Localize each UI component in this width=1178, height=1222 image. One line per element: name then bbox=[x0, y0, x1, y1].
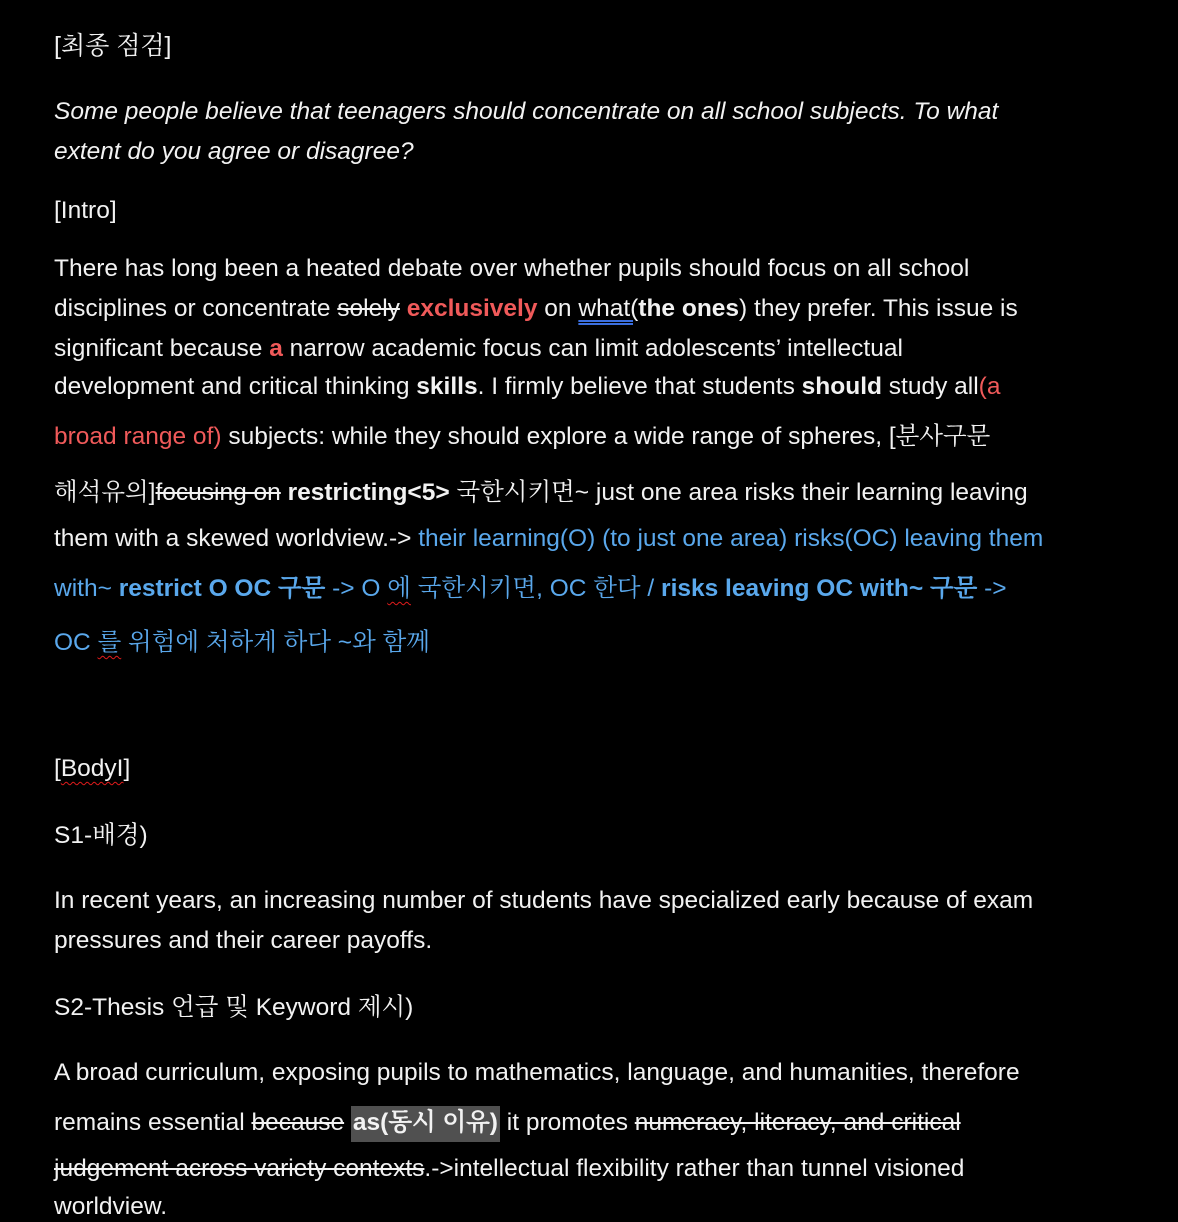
correction-text: (a bbox=[978, 373, 1001, 400]
spelling-flagged-text[interactable]: 를 bbox=[97, 629, 122, 656]
text: significant because bbox=[54, 335, 270, 362]
s1-label: S1-배경) bbox=[54, 822, 148, 849]
body-line: pressures and their career payoffs. bbox=[54, 927, 433, 954]
text: development and critical thinking bbox=[54, 373, 417, 400]
text: 해석유의] bbox=[54, 479, 156, 506]
note-text: OC bbox=[54, 629, 98, 656]
deleted-text: numeracy, literacy, and critical bbox=[634, 1109, 961, 1136]
note-bold-text: risks leaving OC with~ 구문 bbox=[661, 575, 978, 602]
body1-label bbox=[54, 754, 130, 784]
note-text: 위험에 처하게 하다 ~와 함께 bbox=[121, 629, 430, 656]
deleted-text: focusing on bbox=[155, 479, 281, 506]
text: study all bbox=[881, 373, 979, 400]
intro-line bbox=[54, 334, 903, 364]
correction-text: broad range of) bbox=[54, 423, 222, 450]
bold-text: should bbox=[801, 373, 882, 400]
intro-line: There has long been a heated debate over whether pupils should focus on all school bbox=[54, 255, 970, 282]
correction-text: a bbox=[269, 335, 283, 362]
note-text: -> bbox=[977, 575, 1007, 602]
deleted-text: solely bbox=[337, 295, 400, 322]
note-text: 국한시키면, OC 한다 / bbox=[410, 575, 662, 602]
body-line: worldview. bbox=[54, 1193, 168, 1220]
grammar-flagged-text[interactable]: what( bbox=[578, 295, 639, 322]
text: disciplines or concentrate bbox=[54, 295, 338, 322]
text: remains essential bbox=[54, 1109, 252, 1136]
spelling-flagged-text[interactable]: 에 bbox=[387, 575, 411, 602]
body-line bbox=[54, 1108, 961, 1138]
note-bold-text: restrict O OC 구문 bbox=[118, 575, 326, 602]
highlighted-text: as(동시 이유) bbox=[351, 1106, 500, 1142]
note-line bbox=[54, 574, 1007, 604]
text: narrow academic focus can limit adolescents’ intellectual bbox=[282, 335, 903, 362]
deleted-text: judgement across variety contexts bbox=[54, 1155, 425, 1182]
bold-text: restricting<5> bbox=[280, 479, 450, 506]
correction-text: exclusively bbox=[406, 295, 538, 322]
intro-line bbox=[54, 294, 1018, 324]
note-text: with~ bbox=[54, 575, 119, 602]
note-line bbox=[54, 628, 430, 658]
s2-label: S2-Thesis 언급 및 Keyword 제시) bbox=[54, 994, 414, 1021]
text: [ bbox=[54, 755, 61, 782]
body-line bbox=[54, 1154, 964, 1184]
text: them with a skewed worldview.-> bbox=[54, 525, 419, 552]
text: ] bbox=[123, 755, 131, 782]
text: on bbox=[537, 295, 579, 322]
note-text: their learning(O) (to just one area) risks(OC) leaving them bbox=[418, 525, 1044, 552]
text: .->intellectual flexibility rather than tunnel visioned bbox=[424, 1155, 965, 1182]
spelling-flagged-text[interactable]: BodyI bbox=[60, 755, 124, 782]
text: 국한시키면~ just one area risks their learning leaving bbox=[449, 479, 1028, 506]
bold-text: skills bbox=[416, 373, 478, 400]
question-line-2: extent do you agree or disagree? bbox=[54, 138, 414, 165]
note-text: -> O bbox=[325, 575, 388, 602]
intro-line bbox=[54, 422, 990, 452]
intro-line bbox=[54, 372, 1000, 402]
section-heading: [최종 점검] bbox=[54, 32, 172, 60]
question-line-1: Some people believe that teenagers should concentrate on all school subjects. To what bbox=[54, 98, 999, 125]
intro-line bbox=[54, 524, 1043, 554]
text: it promotes bbox=[499, 1109, 635, 1136]
deleted-text: because bbox=[251, 1109, 345, 1136]
text: ) they prefer. This issue is bbox=[739, 295, 1018, 322]
intro-label: [Intro] bbox=[54, 197, 117, 224]
text: . I firmly believe that students bbox=[477, 373, 802, 400]
text: subjects: while they should explore a wide range of spheres, [분사구문 bbox=[221, 423, 991, 450]
body-line: A broad curriculum, exposing pupils to mathematics, language, and humanities, therefore bbox=[54, 1059, 1020, 1086]
intro-line bbox=[54, 478, 1028, 508]
bold-text: the ones bbox=[638, 295, 740, 322]
body-line: In recent years, an increasing number of students have specialized early because of exam bbox=[54, 887, 1034, 914]
